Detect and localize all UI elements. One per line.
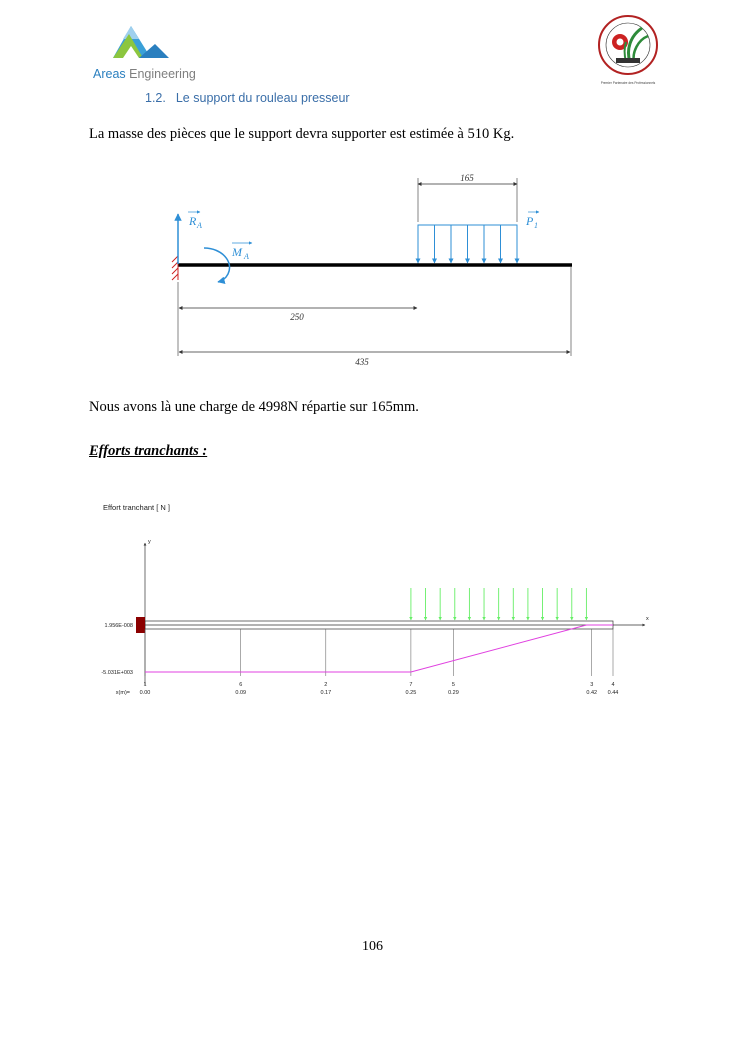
company-name: Areas Engineering [93, 67, 196, 81]
section-number: 1.2. [145, 91, 166, 105]
node-x-value: 0.00 [139, 690, 151, 696]
reaction-arrow [178, 212, 202, 264]
node-x-value: 0.42 [586, 690, 598, 696]
load-label-letter: P [526, 214, 534, 228]
section-heading [145, 91, 350, 105]
charge-paragraph: Nous avons là une charge de 4998N répartie sur 165mm. [89, 399, 419, 415]
dimension-total-length [179, 352, 570, 367]
node-id: 2 [324, 682, 328, 688]
reaction-label-letter: R [189, 214, 197, 228]
node-x-value: 0.17 [320, 690, 332, 696]
y-axis-label: y [148, 539, 151, 545]
node-x-value: 0.44 [607, 690, 619, 696]
page-number: 106 [362, 939, 383, 954]
node-x-value: 0.29 [448, 690, 459, 696]
intro-paragraph: La masse des pièces que le support devra supporter est estimée à 510 Kg. [89, 126, 515, 142]
beam-diagram [160, 170, 590, 375]
x-row-label: x(m)= [115, 690, 130, 696]
moment-label-letter: M [232, 245, 242, 259]
shear-force-chart [90, 495, 660, 710]
emblem-caption: Premier Partenaire des Professionnels [600, 81, 656, 85]
emblem-seal [596, 14, 660, 76]
shear-line [145, 625, 613, 672]
company-logo [93, 22, 203, 80]
school-emblem [596, 14, 660, 84]
moment-label-sub: A [244, 252, 249, 261]
node-id: 1 [143, 682, 147, 688]
company-logo-mark [93, 22, 203, 62]
x-axis-label: x [646, 616, 649, 622]
fixed-support [172, 254, 178, 280]
moment-arrow [204, 243, 252, 282]
load-label [525, 212, 539, 230]
chart-title: Effort tranchant [ N ] [103, 503, 170, 512]
dimension-load-length [418, 173, 517, 222]
dim-label-165: 165 [460, 173, 474, 183]
y-tick-label-zero: 1.956E-008 [104, 623, 133, 629]
y-tick-label-min: -5.031E+003 [101, 670, 133, 676]
section-title: Le support du rouleau presseur [175, 91, 350, 105]
load-label-sub: 1 [534, 221, 538, 230]
node-id: 4 [611, 682, 615, 688]
reaction-label-sub: A [197, 221, 202, 230]
distributed-load [418, 225, 517, 264]
dim-label-435: 435 [355, 357, 369, 367]
fixed-support-block [136, 617, 145, 633]
node-id: 3 [590, 682, 594, 688]
node-id: 7 [409, 682, 413, 688]
dim-label-250: 250 [290, 312, 304, 322]
node-x-value: 0.09 [235, 690, 247, 696]
node-id: 6 [239, 682, 243, 688]
node-id: 5 [451, 682, 455, 688]
shear-title: Efforts tranchants : [89, 443, 208, 459]
node-x-value: 0.25 [405, 690, 417, 696]
dimension-load-start [179, 308, 417, 322]
